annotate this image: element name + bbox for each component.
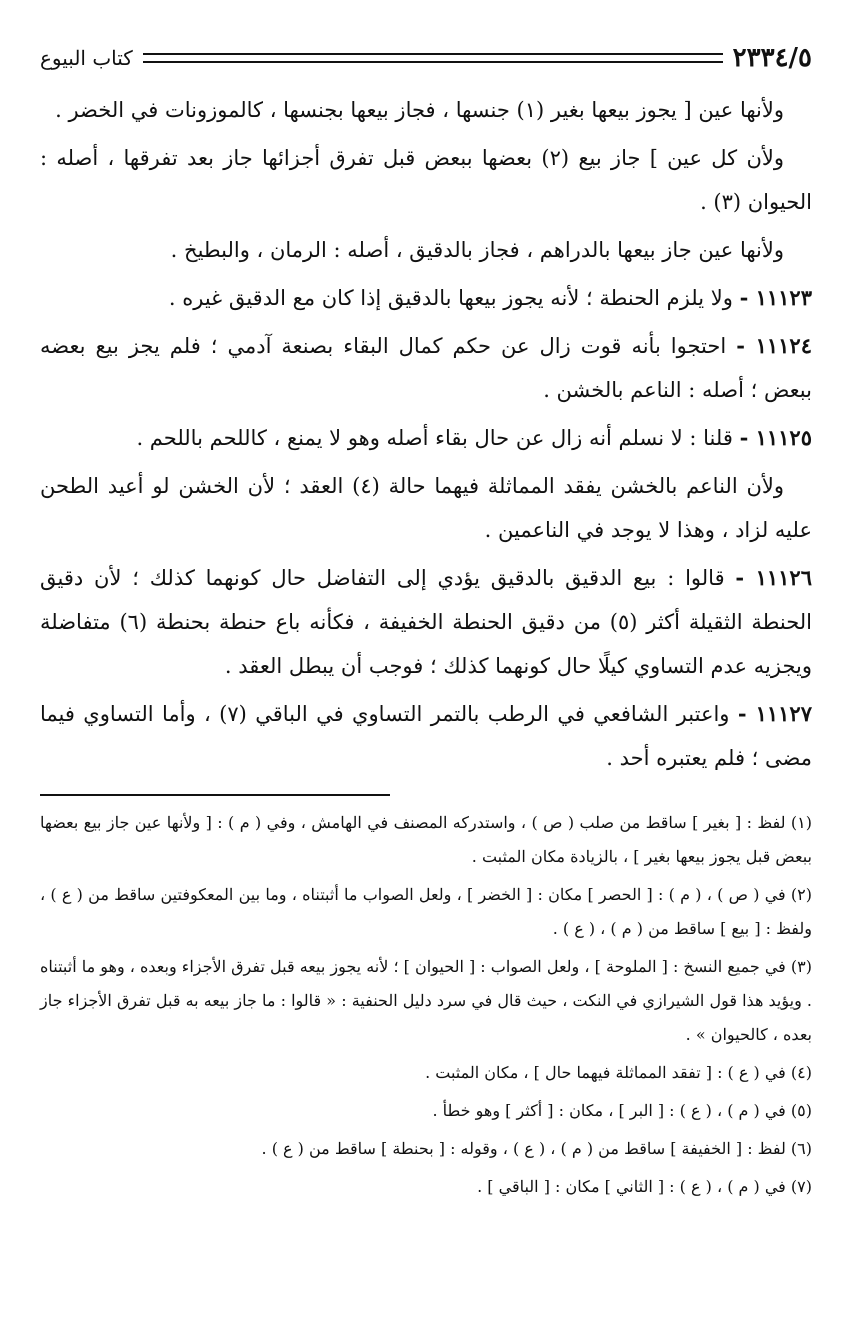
footnote: (٦) لفظ : [ الخفيفة ] ساقط من ( م ) ، ( ع ) ، وقوله : [ بحنطة ] ساقط من ( ع ) .: [261, 1139, 812, 1158]
paragraph-text: ولأنها عين جاز بيعها بالدراهم ، فجاز بالدقيق ، أصله : الرمان ، والبطيخ .: [170, 238, 784, 262]
paragraph-number: ١١١٢٤ -: [736, 333, 812, 358]
book-title: كتاب البيوع: [40, 46, 133, 70]
footnote: (٥) في ( م ) ، ( ع ) : [ البر ] ، مكان : [ أكثر ] وهو خطأ .: [432, 1101, 812, 1120]
paragraph: [40, 228, 812, 272]
paragraph-text: احتجوا بأنه قوت زال عن حكم كمال البقاء بصنعة آدمي ؛ فلم يجز بيع بعضه ببعض ؛ أصله : الناعم بالخشن .: [40, 334, 812, 402]
numbered-paragraph: [40, 416, 812, 460]
paragraph-number: ١١١٢٦ -: [735, 565, 812, 590]
numbered-paragraph: [40, 324, 812, 412]
paragraph-text: ولأن الناعم بالخشن يفقد المماثلة فيهما حالة (٤) العقد ؛ لأن الخشن لو أعيد الطحن عليه لزاد ، وهذا لا يوجد في الناعمين .: [40, 474, 812, 542]
paragraph-text: ولأنها عين [ يجوز بيعها بغير (١) جنسها ، فجاز بيعها بجنسها ، كالموزونات في الخضر .: [55, 98, 784, 122]
paragraph: [40, 464, 812, 552]
numbered-paragraph: [40, 276, 812, 320]
footnote-separator: [40, 794, 390, 796]
paragraph-text: واعتبر الشافعي في الرطب بالتمر التساوي في الباقي (٧) ، وأما التساوي فيما مضى ؛ فلم يعتبره أحد .: [40, 702, 812, 770]
paragraph-text: قلنا : لا نسلم أنه زال عن حال بقاء أصله وهو لا يمنع ، كاللحم باللحم .: [136, 426, 733, 450]
paragraph-text: ولا يلزم الحنطة ؛ لأنه يجوز بيعها بالدقيق إذا كان مع الدقيق غيره .: [168, 286, 733, 310]
paragraph-number: ١١١٢٧ -: [737, 701, 812, 726]
footnote: (٤) في ( ع ) : [ تفقد المماثلة فيهما حال ] ، مكان المثبت .: [425, 1063, 812, 1082]
paragraph: [40, 88, 812, 132]
book-page: [40, 40, 812, 1208]
paragraph: [40, 136, 812, 224]
paragraph-text: ولأن كل عين ] جاز بيع (٢) بعضها ببعض قبل تفرق أجزائها جاز بعد تفرقها ، أصله : الحيوان (٣) .: [40, 146, 812, 214]
footnote: (٧) في ( م ) ، ( ع ) : [ الثاني ] مكان : [ الباقي ] .: [477, 1177, 812, 1196]
numbered-paragraph: [40, 556, 812, 688]
footnote: (٢) في ( ص ) ، ( م ) : [ الحصر ] مكان : [ الخضر ] ، ولعل الصواب ما أثبتناه ، وما بين المعكوفتين ساقط من ( ع ) ، ولفظ : [ بيع ] ساقط من ( م ) ، ( ع ) .: [40, 885, 812, 938]
paragraph-number: ١١١٢٥ -: [739, 425, 812, 450]
main-text: [40, 88, 812, 780]
running-header: [40, 40, 812, 76]
page-number: ٢٣٣٤/٥: [732, 43, 812, 73]
footnote: (١) لفظ : [ بغير ] ساقط من صلب ( ص ) ، واستدركه المصنف في الهامش ، وفي ( م ) : [ ولأنها عين جاز بيع بعضها ببعض قبل يجوز بيعها بغير ] ، بالزيادة مكان المثبت .: [40, 813, 813, 866]
footnotes: [40, 806, 812, 1204]
footnote: (٣) في جميع النسخ : [ الملوحة ] ، ولعل الصواب : [ الحيوان ] ؛ لأنه يجوز بيعه قبل تفرق الأجزاء وبعده ، وهو ما أثبتناه . ويؤيد هذا قول الشيرازي في النكت ، حيث قال في سرد دليل الحنفية : « قالوا : ما جاز بيعه به قبل تفرق الأجزاء جاز بعده ، كالحيوان » .: [40, 957, 812, 1044]
header-rule: [143, 53, 723, 63]
paragraph-number: ١١١٢٣ -: [739, 285, 812, 310]
numbered-paragraph: [40, 692, 812, 780]
paragraph-text: قالوا : بيع الدقيق بالدقيق يؤدي إلى التفاضل حال كونهما كذلك ؛ لأن دقيق الحنطة الثقيلة أكثر (٥) من دقيق الحنطة الخفيفة ، فكأنه باع حنطة بحنطة (٦) متفاضلة ويجزيه عدم التساوي كيلًا حال كونهما كذلك ؛ فوجب أن يبطل العقد .: [40, 566, 812, 678]
